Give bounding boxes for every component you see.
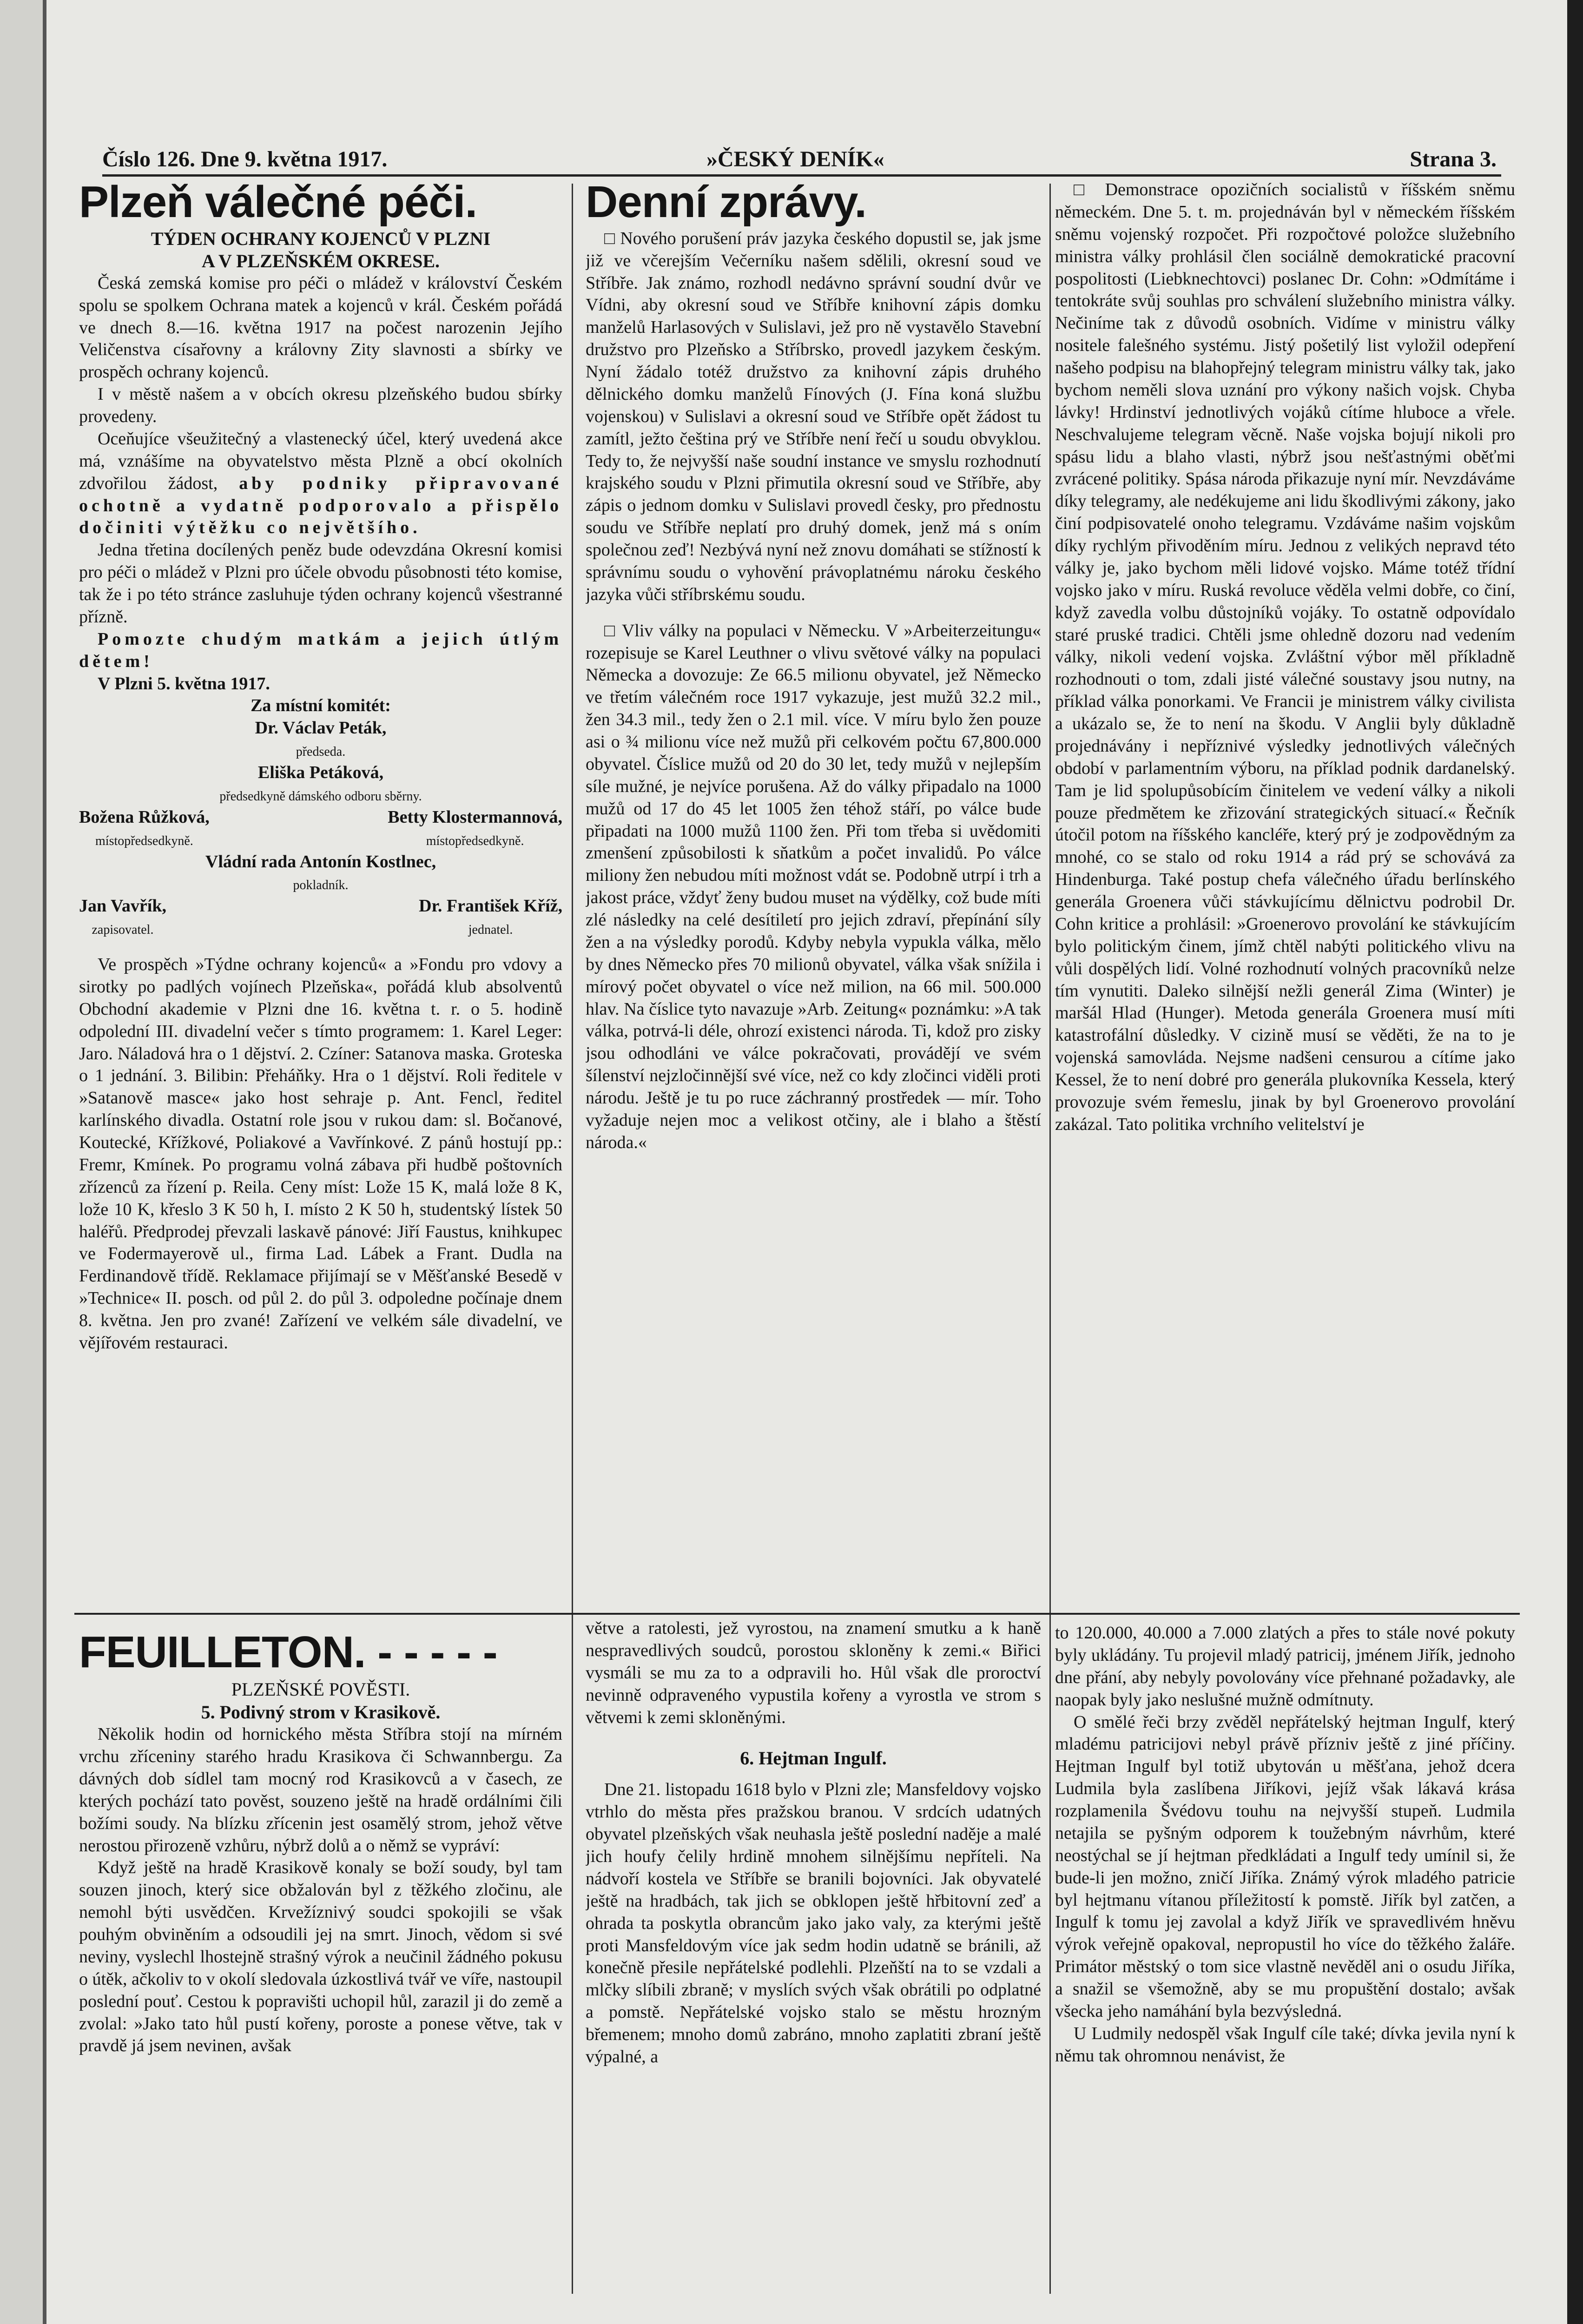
paragraph — [79, 428, 562, 539]
paragraph: Ve prospěch »Týdne ochrany kojenců« a »Fondu pro vdovy a sirotky po padlých vojínech Plzeňska«, pořádá klub absolventů Obchodní akademie v Plzni dne 16. května t. r. o 5. hodině odpolední III. divadelní večer s tímto programem: 1. Karel Leger: Jaro. Náladová hra o 1 dějství. 2. Czíner: Satanova maska. Groteska o 1 jednání. 3. Bilibin: Přeháňky. Hra o 1 dějství. Roli ředitele v »Satanově masce« jako host sehraje p. Ant. Fencl, ředitel karlínského divadla. Ostatní role jsou v rukou dam: sl. Bočanové, Koutecké, Křížkové, Poliakové a Vavřínkové. Z pánů hostují pp.: Fremr, Kmínek. Po programu volná zábava při hudbě poštovních zřízenců za řízení p. Reila. Ceny míst: Lože 15 K, malá lože 8 K, lože 10 K, křeslo 3 K 50 h, I. místo 2 K 50 h, studentský lístek 50 haléřů. Předprodej převzali laskavě pánové: Jiří Faustus, knihkupec ve Fodermayerově ul., firma Lad. Lábek a Frant. Dudla na Ferdinandově třídě. Reklamace přijímají se v Měšťanské Besedě v »Technice« II. posch. od půl 2. do půl 3. odpoledne počínaje dnem 8. května. Jen pro zvané! Zařízení ve velkém sále divadelní, ve vějířovém restauraci. — [79, 955, 562, 1353]
signatory — [79, 851, 562, 896]
signatory-role: zapisovatel. — [92, 923, 154, 938]
signatory-role: jednatel. — [468, 923, 513, 938]
column-divider-2 — [1049, 184, 1051, 2294]
signatory — [79, 762, 562, 806]
feuilleton-continued-2 — [1055, 1622, 1515, 2291]
committee-label: Za místní komitét: — [251, 696, 391, 716]
signatory-name: Vládní rada Antonín Kostlnec, — [205, 852, 436, 872]
news-item: □ Vliv války na populaci v Německu. V »Arbeiterzeitungu« rozepisuje se Karel Leuthner o vlivu světové války na populaci Německa a dovozuje: Ze 66.5 milionu obyvatel, jež Německo ve třetím válečném roce 1917 vykazuje, jest mužů 32.2 mil., žen 34.3 mil., tedy žen o 2.1 mil. více. V míru bylo žen pouze asi o ¾ milionu více než mužů při celkovém počtu 67,800.000 obyvatel. Číslice mužů od 20 do 30 let, tedy mužů v nejlepším síle mužné, je nejvíce porušena. Až do války připadalo na 1000 mužů od 17 do 45 let 1005 žen téhož stáří, po válce bude připadati na 1000 mužů 1100 žen. Při tom třeba si uvědomiti zmenšení způsobilosti k sňatkům a počet invalidů. Po válce miliony žen nebudou míti možnost vdát se. Podobně utrpí i trh a jakost práce, vždyť ženy budou muset na výdělky, což bude míti zlé následky na celé desítiletí pro jejich zdraví, přepínání síly žen a na výsledky porodů. Kdyby nebyla vypukla válka, mělo by dnes Německo přes 70 milionů obyvatel, válka však snížila i mírový počet obyvatel o více než milion, na 66 mil. 500.000 hlav. Na číslice tyto navazuje »Arb. Zeitung« poznámku: »A tak válka, potrvá-li déle, ohrozí existenci národa. Ti, kdož pro zisky jsou odhodláni ve válce pokračovati, provádějí ve svém šílenství nejzločinnější své více, než co kdy zločinci viděli proti národu. Ještě je tu po ruce záchranný prostředek — mír. Toho vyžaduje nejen moc a velikost otčiny, ale i blaho a štěstí národa.« — [586, 621, 1041, 1152]
signatory-row — [79, 895, 562, 940]
paragraph: Česká zemská komise pro péči o mládež v království Českém spolu se spolkem Ochrana matek a kojenců v král. Českém pořádá ve dnech 8.—16. května 1917 na počest narozenin Jejího Veličenstva císařovny a královny Zity slavnosti a sbírky ve prospěch ochrany kojenců. — [79, 273, 562, 382]
paragraph: Jedna třetina docílených peněz bude odevzdána Okresní komisi pro péči o mládež v Plzni pro účele obvodu působnosti této komise, tak že i po této stránce zasluhuje týden ochrany kojenců všestranné přízně. — [79, 540, 562, 627]
headline-plzen: Plzeň válečné péči. — [79, 179, 477, 227]
signatory-name: Dr. Václav Peták, — [255, 718, 387, 738]
adjacent-page-edge — [0, 0, 46, 2324]
story-title: 6. Hejtman Ingulf. — [740, 1748, 887, 1769]
signatory-role: místopředsedkyně. — [426, 833, 524, 848]
dateline: V Plzni 5. května 1917. — [98, 673, 270, 693]
signatory — [79, 717, 562, 762]
daily-news — [586, 179, 1041, 1592]
signatory — [388, 806, 562, 851]
paragraph: Když ještě na hradě Krasikově konaly se boží soudy, byl tam souzen jinoch, který sice obžalován byl z těžkého zločinu, ale nemohl býti usvědčen. Krvežíznivý soudci spokojili se však pouhým obviněním a odsoudili jej na smrt. Jinoch, vědom si své neviny, vyslechl lhostejně strašný výrok a neučinil žádného pokusu o útěk, ačkoliv to v okolí sledovala úzkostlivá tvář ve víře, nastoupil poslední pouť. Cestou k popravišti uchopil hůl, zarazil ji do země a zvolal: »Jako tato hůl pustí kořeny, poroste a ponese větve, tak v pravdě já jsem nevinen, avšak — [79, 1858, 562, 2056]
news-item: □ Demonstrace opozičních socialistů v říšském sněmu německém. Dne 5. t. m. projednáván byl v německém říšském sněmu vojenský rozpočet. Při rozpočtové položce služebního ministra války prohlásil člen sociálně demokratické pracovní pospolitosti (Liebknechtovci) poslanec Dr. Cohn: »Odmítáme i tentokráte svůj souhlas pro schválení služebního ministra války. Nečiníme tak z důvodů osobních. Vidíme v ministru války nositele falešného systému. Jistý pošetilý list vyložil odepření našeho podpisu na blahopřejný telegram ministru války tak, jako bychom neměli slova uznání pro výkony našich vojsk. Chyba lávky! Hrdinství jednotlivých vojáků cítíme hluboce a vřele. Neschvalujeme telegram věcně. Naše vojska bojují nikoli pro spásu lidu a blaho vlasti, nýbrž jsou nešťastnými oběťmi zvrácené politiky. Spása národa přikazuje nyní mír. Nevzdáváme díky telegramy, ale nedékujeme ani lidu škodlivými zákony, jako činí podpisovatelé onoho telegramu. Vzdáváme našim vojskům díky rychlým přivoděním míru. Jednou z velikých nepravd této války je, jako bychom měli lidové vojsko. Máme totéž třídní vojsko jako v míru. Ruská revoluce věděla velmi dobře, co činí, když zavedla volbu důstojníků vojáky. To ostatně odpovídalo staré pruské tradici. Chtěli jsme ohledně dozoru nad vedením války, nikoli vedení vojska. Zvláštní výbor měl příkladně rozhodnouti o tom, zdali jisté válečné soustavy jsou nutny, na příklad válka ponorkami. Ve Francii je ministrem války civilista a ukázalo se, že to není na škodu. V Anglii byly důkladně projednávány i nepříznivé výsledky jednotlivých válečných období v parlamentním výboru, na příklad podnik dardanelský. Tam je lid spolupůsobícím činitelem ve vedení války a nikoli pouze předmětem ke zřizování strategických situací.« Řečník útočil potom na říšského kancléře, který prý je zodpovědným za mnohé, co se stalo od roku 1914 a rád prý se schovává za Hindenburga. Také postup chefa válečného úřadu berlínského generála Groenera vůči stávkujícímu dělnictvu podrobil Dr. Cohn kritice a prohlásil: »Groenerovo provolání ke stávkujícím bylo politickým činem, jímž chtěl nabýti politického vlivu na vůli dospělých lidí. Volné rozhodnutí volných pracovníků nelze tím vynutiti. Daleko silnější nežli generál Zima (Winter) je maršál Hlad (Hunger). Metoda generála Groenera musí míti katastrofální důsledky. V cizině musí se věděti, že na to je vojenská samovláda. Nejsme nadšeni censurou a cítíme jako Kessel, že to není dobré pro generála plukovníka Kessela, který provozuje svém řemeslu, jinak by byl Groenerovo provolání zakázal. Tato politika vrchního velitelství je — [1055, 180, 1515, 1134]
signatory-name: Božena Růžková, — [79, 807, 210, 827]
paragraph: I v městě našem a v obcích okresu plzeňského budou sbírky provedeny. — [79, 384, 562, 427]
header-rule — [102, 174, 1501, 177]
feuilleton-continued — [586, 1618, 1041, 2291]
subheading-2: A V PLZEŇSKÉM OKRESE. — [202, 250, 440, 271]
appeal: Pomozte chudým matkám a jejich útlým dětem! — [79, 629, 562, 671]
news-item: □ Nového porušení práv jazyka českého dopustil se, jak jsme již ve včerejším Večerníku našem sdělili, okresní soud ve Stříbře. Jak známo, rozhodl nedávno správní soudní dvůr ve Vídni, aby okresní soud ve Stříbře knihovní zápis domku manželů Harlasových v Sulislavi, jež pro ně vystavělo Stavební družstvo pro Plzeňsko a Stříbrsko, provedl jazykem českým. Nyní žádalo totéž družstvo za knihovní zápis druhého dělnického domku manželů Fínových (J. Fína koná službu vojenskou) v Sulislavi a okresní soud ve Stříbře opět žádost tu zamítl, ježto čeština prý ve Stříbře není řečí u soudu obvyklou. Tedy to, že nejvyšší naše soudní instance ve smyslu rozhodnutí krajského soudu v Plzni přimutila okresní soud ve Stříbře, aby zápis o jednom domku v Sulislavi provedl česky, pro přednostu soudu ve Stříbře neplatí pro druhý domek, jenž má s oním společnou zeď! Nezbývá nyní než znovu domáhati se stížností k správnímu soudu o vyhovění právoplatnému nároku českého jazyka vůči stříbrskému soudu. — [586, 228, 1041, 604]
signatory-role: předseda. — [296, 745, 346, 759]
feuilleton-rule — [74, 1613, 1520, 1615]
signatory-role: místopředsedkyně. — [95, 833, 193, 848]
column-divider-1 — [572, 184, 573, 2294]
paragraph: to 120.000, 40.000 a 7.000 zlatých a přes to stále nové pokuty byly ukládány. Tu projevil mladý patricij, jménem Jiřík, jednoho dne přání, aby nebyly povolovány více přehnané požadavky, ale naopak byly jako neslušné mužně odmítnuty. — [1055, 1623, 1515, 1710]
signatory — [419, 895, 562, 940]
signatory-name: Dr. František Kříž, — [419, 896, 562, 916]
headline-daily-news: Denní zprávy. — [586, 179, 867, 227]
signatory — [79, 806, 210, 851]
signatory-role: pokladník. — [293, 878, 349, 893]
issue-info: Číslo 126. Dne 9. května 1917. — [102, 147, 388, 172]
feuilleton — [79, 1629, 562, 2294]
paragraph: větve a ratolesti, jež vyrostou, na znamení smutku a k haně nespravedlivých soudců, porostou skloněny k zemi.« Biřici vysmáli se mu za to a odpravili ho. Hůl však dle proroctví nevinně odpraveného vypustila kořeny a vyrostla ve strom s větvemi k zemi skloněnými. — [586, 1618, 1041, 1727]
signatory-name: Jan Vavřík, — [79, 896, 166, 916]
page-number: Strana 3. — [1410, 147, 1497, 172]
article-plzen — [79, 179, 562, 1557]
headline-feuilleton: FEUILLETON. - - - - - — [79, 1629, 497, 1677]
story-title: 5. Podivný strom v Krasikově. — [201, 1702, 441, 1723]
signatory-row — [79, 806, 562, 851]
text-run: Oceňujíce všeužitečný a vlastenecký účel, který uvedená akce má, vznášíme na obyvatelstvo města Plzně a obcí okolních zdvořilou žádost, — [79, 429, 562, 493]
signatory — [79, 895, 166, 940]
signatory-role: předsedkyně dámského odboru sběrny. — [219, 789, 422, 804]
paragraph: U Ludmily nedospěl však Ingulf cíle také; dívka jevila nyní k němu tak ohromnou nenávist, že — [1055, 2023, 1515, 2066]
feuilleton-series: PLZEŇSKÉ POVĚSTI. — [231, 1678, 410, 1700]
paragraph: Několik hodin od hornického města Stříbra stojí na mírném vrchu zříceniny starého hradu Krasikova či Schwannbergu. Za dávných dob sídlel tam mocný rod Krasikovců a v časech, ze kterých pochází tato pověst, souzeno ještě na hradě ordálními čili božími soudy. Na blízku zřícenin jest osamělý strom, jehož větve nerostou přirozeně vzhůru, nýbrž dolů a o němž se vypráví: — [79, 1724, 562, 1855]
subheading-1: TÝDEN OCHRANY KOJENCŮ V PLZNI — [151, 228, 491, 249]
paragraph: O smělé řeči brzy zvěděl nepřátelský hejtman Ingulf, který mladému patricijovi nebyl právě přízniv ještě z jiné příčiny. Hejtman Ingulf byl totiž ubytován u měšťana, jehož dcera Ludmila byla zaslíbena Jiříkovi, jejíž však lákavá krása rozplamenila Švédovu touhu na nejvyšší stupeň. Ludmila netajila se pyšným odporem k toužebným návrhům, které neostýchal se jí hejtman předkládati a Ingulf tedy umínil si, že bude-li jen možno, zničí Jiříka. Známý výrok mladého patricie byl hejtmanu vítanou příležitostí k pomstě. Jiřík byl zatčen, a Ingulf k tomu jej zavolal a když Jiřík ve spravedlivém hněvu výrok veřejně opakoval, nepropustil ho více do těžkého žaláře. Primátor městský o tom sice vlastně nevěděl ani o osudu Jiříka, a snažil se všemožně, aby se mu propuštění dostalo; avšak všecka jeho namáhání byla bezvýsledná. — [1055, 1712, 1515, 2021]
signatory-name: Betty Klostermannová, — [388, 807, 562, 827]
newspaper-page — [46, 0, 1567, 2324]
paper-title: »ČESKÝ DENÍK« — [706, 147, 884, 172]
spaced-text: aby podniky připravované ochotně a vydatně podporovalo a přispělo dočiniti výtěžku co největšího. — [79, 473, 562, 538]
paragraph: Dne 21. listopadu 1618 bylo v Plzni zle; Mansfeldovy vojsko vtrhlo do města přes pražskou branou. V srdcích udatných obyvatel plzeňských však neuhasla ještě poslední naděje a malé jich houfy čelily hrdině mnohem silnějšímu nepříteli. Na nádvoří kostela ve Stříbře se branili bojovníci. Jak obyvatelé ještě na hradbách, tak jich se obklopen ještě hřbitovní zeď a ohrada ta poskytla obrancům jako jako valy, za kterými ještě proti Mansfeldovým více jak sedm hodin udatně se bránili, až konečně přesile nepřátelské podlehli. Plzeňští na to se vzdali a mlčky slíbili zbraně; v myslích svých však obrátili po odplatné a pomstě. Nepřátelské vojsko stalo se městu hrozným břemenem; mnoho domů zabráno, mnoho zaplatiti zbraní ještě výpalné, a — [586, 1780, 1041, 2067]
news-column-3 — [1055, 179, 1515, 1597]
signatory-name: Eliška Petáková, — [257, 763, 384, 783]
